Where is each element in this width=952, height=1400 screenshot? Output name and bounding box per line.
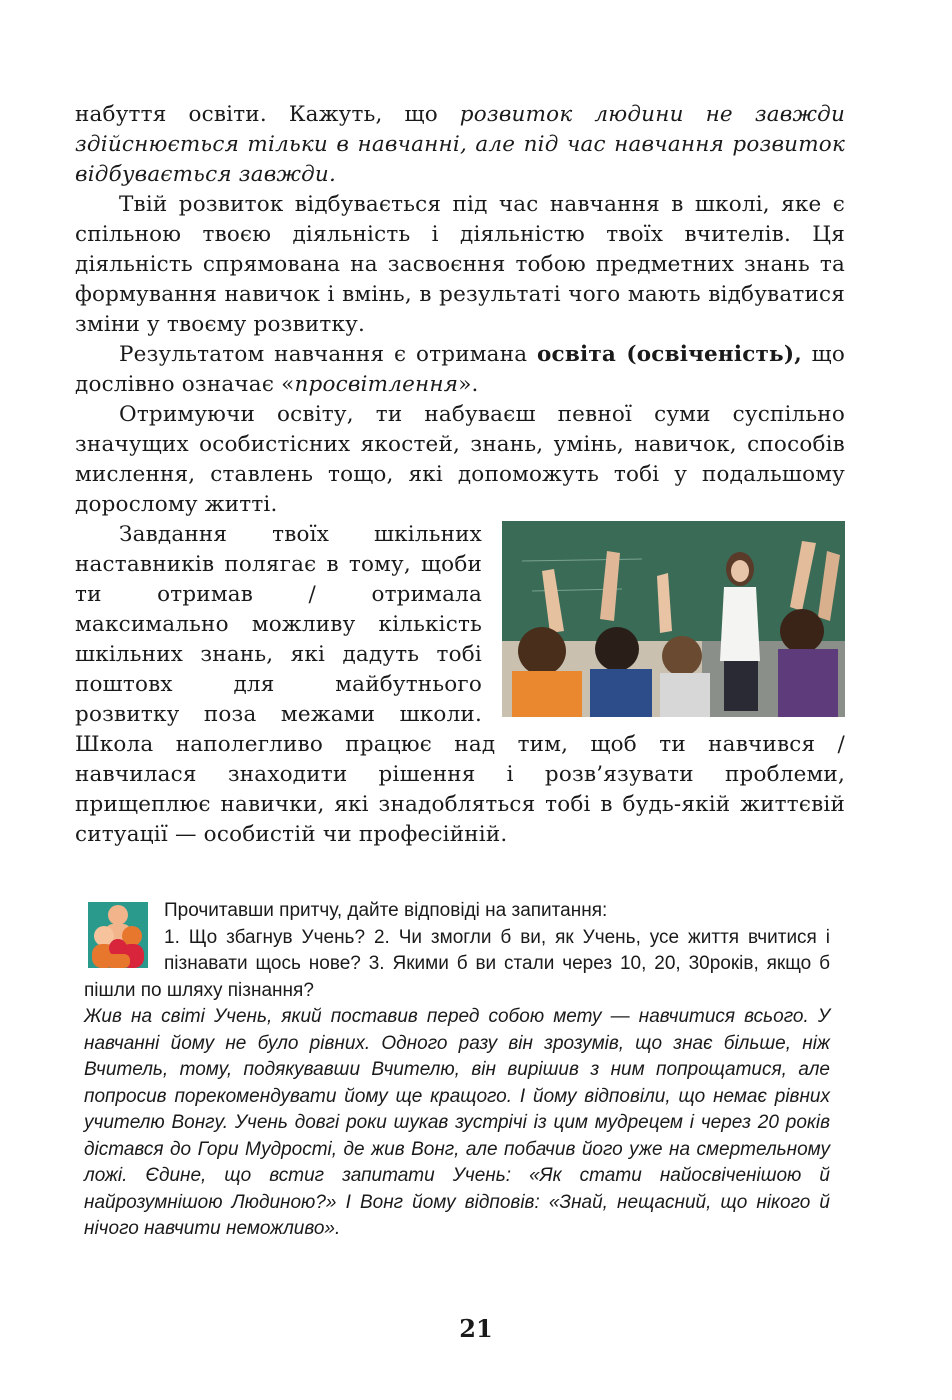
p3-bold: освіта (освіченість), [537, 342, 802, 367]
p3-text-a: Результатом навчання є отримана [119, 342, 537, 367]
classroom-photo [502, 521, 845, 717]
p3-text-c: ». [458, 372, 479, 397]
questions-intro: Прочитавши притчу, дайте відповіді на запитання: [164, 900, 608, 921]
p1-italic: розвиток людини не завжди здійснюється тільки в навчанні, але під час навчання розвиток відбувається завжди. [75, 102, 845, 187]
paragraph-2: Твій розвиток відбувається під час навчання в школі, яке є спільною твоєю діяльність і діяльністю твоїх вчителів. Ця діяльність спрямована на засвоєння тобою предметних знань та формування навичок і вмінь, в результаті чого мають відбуватися зміни у твоєму розвитку. [75, 192, 845, 337]
questions-list: 1. Що збагнув Учень? 2. Чи змогли б ви, як Учень, усе життя вчитися і пізнавати щось нове? 3. Якими б ви стали через 10, 20, 30років, якщо б пішли по шляху пізнання? [84, 926, 830, 1001]
paragraph-3 [75, 340, 845, 400]
p3-text-b: що дослівно означає « [75, 342, 845, 397]
p1-text: набуття освіти. Кажуть, що [75, 102, 460, 127]
people-group-icon [88, 902, 148, 968]
parable-text: Жив на світі Учень, який поставив перед собою мету — навчитися всього. У навчанні йому не було рівних. Одного разу він зрозумів, що знає більше, ніж Вчитель, тому, подякувавши Вчителю, він вирішив з ним попрощатися, але попросив порекомендувати йому ще кращого. І йому відповіли, що немає рівних учителю Вонгу. Учень довгі роки шукав зустрічі із цим мудрецем і через 20 років дістався до Гори Мудрості, де жив Вонг, але побачив його уже на смертельному ложі. Єдине, що встиг запитати Учень: «Як стати найосвіченішою й найрозумнішою Людиною?» І Вонг йому відповів: «Знай, нещасний, що нікого й нічого навчити неможливо». [84, 1006, 830, 1239]
paragraph-5: Завдання твоїх шкільних наставників полягає в тому, щоби ти отримав / отримала максимально можливу кількість шкільних знань, які дадуть тобі поштовх для майбутнього розвитку поза межами школи. Школа наполегливо працює над тим, щоб ти навчився / навчилася знаходити рішення і розв’язувати проблеми, прищеплює навички, які знадобляться тобі в будь-якій життєвій ситуації — особистій чи професійній. [75, 522, 845, 847]
page-number: 21 [459, 1314, 493, 1343]
parable-section [84, 898, 830, 1243]
paragraph-1 [75, 100, 845, 190]
main-text [75, 100, 845, 850]
p3-italic: просвітлення [294, 372, 459, 397]
paragraph-4: Отримуючи освіту, ти набуваєш певної суми суспільно значущих особистісних якостей, знань, умінь, навичок, способів мислення, ставлень тощо, які допоможуть тобі у подальшому дорослому житті. [75, 402, 845, 517]
